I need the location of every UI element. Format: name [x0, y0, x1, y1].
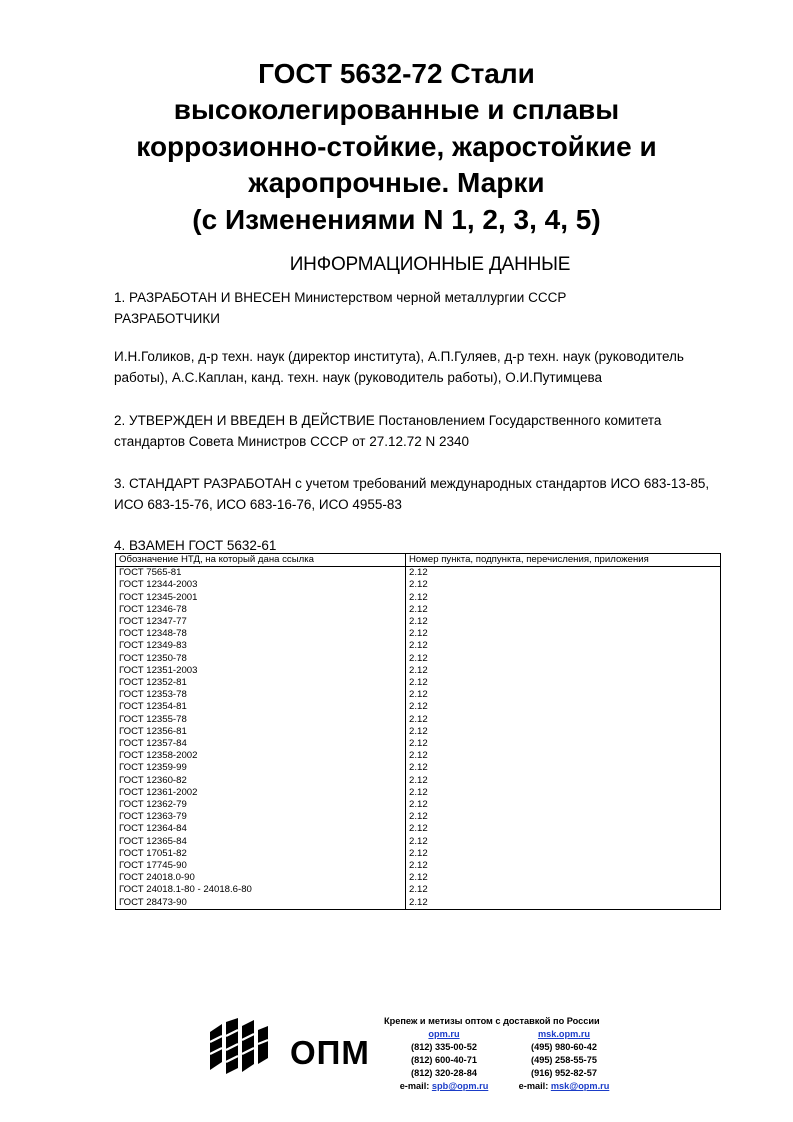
ntd-designation-cell: ГОСТ 12362-79	[116, 799, 406, 811]
brand-name: ОПМ	[290, 1034, 370, 1071]
section-3	[114, 473, 764, 515]
ntd-designation-cell: ГОСТ 12352-81	[116, 677, 406, 689]
developers-line: И.Н.Голиков, д-р техн. наук (директор института), А.П.Гуляев, д-р техн. наук (руководитель	[114, 349, 684, 364]
table-row	[116, 872, 721, 884]
clause-number-cell: 2.12	[406, 811, 721, 823]
ntd-designation-cell: ГОСТ 12356-81	[116, 726, 406, 738]
table-row	[116, 750, 721, 762]
table-row	[116, 665, 721, 677]
email-label: e-mail:	[518, 1081, 549, 1091]
clause-number-cell: 2.12	[406, 579, 721, 591]
developers-line: работы), А.С.Каплан, канд. техн. наук (руководитель работы), О.И.Путимцева	[114, 370, 603, 385]
table-row	[116, 628, 721, 640]
phone-spb: (812) 320-28-84	[411, 1068, 477, 1078]
reference-table	[115, 553, 721, 910]
ntd-designation-cell: ГОСТ 24018.0-90	[116, 872, 406, 884]
title-line: ГОСТ 5632-72 Стали	[258, 58, 535, 89]
table-row	[116, 848, 721, 860]
title-line: (с Изменениями N 1, 2, 3, 4, 5)	[192, 203, 601, 235]
title-line: коррозионно-стойкие, жаростойкие и	[136, 130, 657, 162]
clause-number-cell: 2.12	[406, 836, 721, 848]
ntd-designation-cell: ГОСТ 28473-90	[116, 897, 406, 910]
document-title	[60, 56, 733, 238]
table-row	[116, 799, 721, 811]
clause-number-cell: 2.12	[406, 616, 721, 628]
ntd-designation-cell: ГОСТ 12344-2003	[116, 579, 406, 591]
clause-number-cell: 2.12	[406, 738, 721, 750]
site-link-msk[interactable]: msk.opm.ru	[537, 1029, 591, 1039]
table-row	[116, 701, 721, 713]
phone-spb: (812) 335-00-52	[411, 1042, 477, 1052]
ntd-designation-cell: ГОСТ 12364-84	[116, 823, 406, 835]
table-row	[116, 897, 721, 910]
clause-number-cell: 2.12	[406, 701, 721, 713]
clause-number-cell: 2.12	[406, 872, 721, 884]
clause-number-cell: 2.12	[406, 775, 721, 787]
phone-msk: (495) 258-55-75	[531, 1055, 597, 1065]
contacts-block	[384, 1015, 624, 1093]
ntd-designation-cell: ГОСТ 12345-2001	[116, 592, 406, 604]
email-link-spb[interactable]: spb@opm.ru	[431, 1081, 489, 1091]
table-header-cell: Номер пункта, подпункта, перечисления, приложения	[406, 554, 721, 567]
clause-number-cell: 2.12	[406, 787, 721, 799]
section-3-line: ИСО 683-15-76, ИСО 683-16-76, ИСО 4955-83	[114, 497, 402, 512]
ntd-designation-cell: ГОСТ 12365-84	[116, 836, 406, 848]
section-4: 4. ВЗАМЕН ГОСТ 5632-61	[114, 538, 277, 553]
table-row	[116, 762, 721, 774]
clause-number-cell: 2.12	[406, 884, 721, 896]
table-row	[116, 787, 721, 799]
section-2	[114, 410, 764, 452]
section-heading: ИНФОРМАЦИОННЫЕ ДАННЫЕ	[289, 254, 571, 275]
table-header-cell: Обозначение НТД, на который дана ссылка	[116, 554, 406, 567]
ntd-designation-cell: ГОСТ 12347-77	[116, 616, 406, 628]
table-row	[116, 860, 721, 872]
section-1-line: РАЗРАБОТЧИКИ	[114, 311, 220, 326]
email-link-msk[interactable]: msk@opm.ru	[550, 1081, 610, 1091]
clause-number-cell: 2.12	[406, 714, 721, 726]
email-label: e-mail:	[399, 1081, 430, 1091]
ntd-designation-cell: ГОСТ 12355-78	[116, 714, 406, 726]
ntd-designation-cell: ГОСТ 7565-81	[116, 567, 406, 580]
table-row	[116, 653, 721, 665]
ntd-designation-cell: ГОСТ 17051-82	[116, 848, 406, 860]
clause-number-cell: 2.12	[406, 860, 721, 872]
ntd-designation-cell: ГОСТ 12363-79	[116, 811, 406, 823]
table-row	[116, 567, 721, 580]
phone-msk: (916) 952-82-57	[531, 1068, 597, 1078]
clause-number-cell: 2.12	[406, 750, 721, 762]
table-row	[116, 836, 721, 848]
clause-number-cell: 2.12	[406, 848, 721, 860]
table-row	[116, 714, 721, 726]
ntd-designation-cell: ГОСТ 12358-2002	[116, 750, 406, 762]
table-row	[116, 689, 721, 701]
table-row	[116, 823, 721, 835]
table-row	[116, 616, 721, 628]
clause-number-cell: 2.12	[406, 726, 721, 738]
table-header-row	[116, 554, 721, 567]
clause-number-cell: 2.12	[406, 567, 721, 580]
clause-number-cell: 2.12	[406, 799, 721, 811]
ntd-designation-cell: ГОСТ 12357-84	[116, 738, 406, 750]
title-line: жаропрочные. Марки	[248, 167, 545, 199]
table-row	[116, 738, 721, 750]
table-row	[116, 884, 721, 896]
site-link-spb[interactable]: opm.ru	[428, 1029, 460, 1039]
table-row	[116, 775, 721, 787]
table-body	[116, 567, 721, 910]
ntd-designation-cell: ГОСТ 17745-90	[116, 860, 406, 872]
ntd-designation-cell: ГОСТ 24018.1-80 - 24018.6-80	[116, 884, 406, 896]
clause-number-cell: 2.12	[406, 677, 721, 689]
clause-number-cell: 2.12	[406, 762, 721, 774]
phone-spb: (812) 600-40-71	[411, 1055, 477, 1065]
ntd-designation-cell: ГОСТ 12351-2003	[116, 665, 406, 677]
section-2-line: стандартов Совета Министров СССР от 27.12.72 N 2340	[114, 434, 470, 449]
title-line: высоколегированные и сплавы	[173, 94, 620, 126]
ntd-designation-cell: ГОСТ 12349-83	[116, 640, 406, 652]
phone-msk: (495) 980-60-42	[531, 1042, 597, 1052]
table-row	[116, 726, 721, 738]
ntd-designation-cell: ГОСТ 12350-78	[116, 653, 406, 665]
tagline: Крепеж и метизы оптом с доставкой по России	[384, 1016, 600, 1026]
section-1-line: 1. РАЗРАБОТАН И ВНЕСЕН Министерством черной металлургии СССР	[114, 290, 567, 305]
clause-number-cell: 2.12	[406, 628, 721, 640]
clause-number-cell: 2.12	[406, 689, 721, 701]
table-row	[116, 579, 721, 591]
clause-number-cell: 2.12	[406, 640, 721, 652]
table-row	[116, 592, 721, 604]
ntd-designation-cell: ГОСТ 12353-78	[116, 689, 406, 701]
ntd-designation-cell: ГОСТ 12346-78	[116, 604, 406, 616]
section-3-line: 3. СТАНДАРТ РАЗРАБОТАН с учетом требований международных стандартов ИСО 683-13-85,	[114, 476, 710, 491]
table-row	[116, 811, 721, 823]
ntd-designation-cell: ГОСТ 12360-82	[116, 775, 406, 787]
ntd-designation-cell: ГОСТ 12359-99	[116, 762, 406, 774]
clause-number-cell: 2.12	[406, 665, 721, 677]
clause-number-cell: 2.12	[406, 897, 721, 910]
ntd-designation-cell: ГОСТ 12361-2002	[116, 787, 406, 799]
clause-number-cell: 2.12	[406, 592, 721, 604]
clause-number-cell: 2.12	[406, 653, 721, 665]
table-row	[116, 640, 721, 652]
ntd-designation-cell: ГОСТ 12354-81	[116, 701, 406, 713]
clause-number-cell: 2.12	[406, 604, 721, 616]
section-1	[114, 287, 764, 329]
section-2-line: 2. УТВЕРЖДЕН И ВВЕДЕН В ДЕЙСТВИЕ Постановлением Государственного комитета	[114, 413, 662, 428]
table-row	[116, 604, 721, 616]
ntd-designation-cell: ГОСТ 12348-78	[116, 628, 406, 640]
table-row	[116, 677, 721, 689]
clause-number-cell: 2.12	[406, 823, 721, 835]
developers-paragraph	[114, 346, 764, 388]
opm-logo-icon	[208, 1018, 270, 1081]
